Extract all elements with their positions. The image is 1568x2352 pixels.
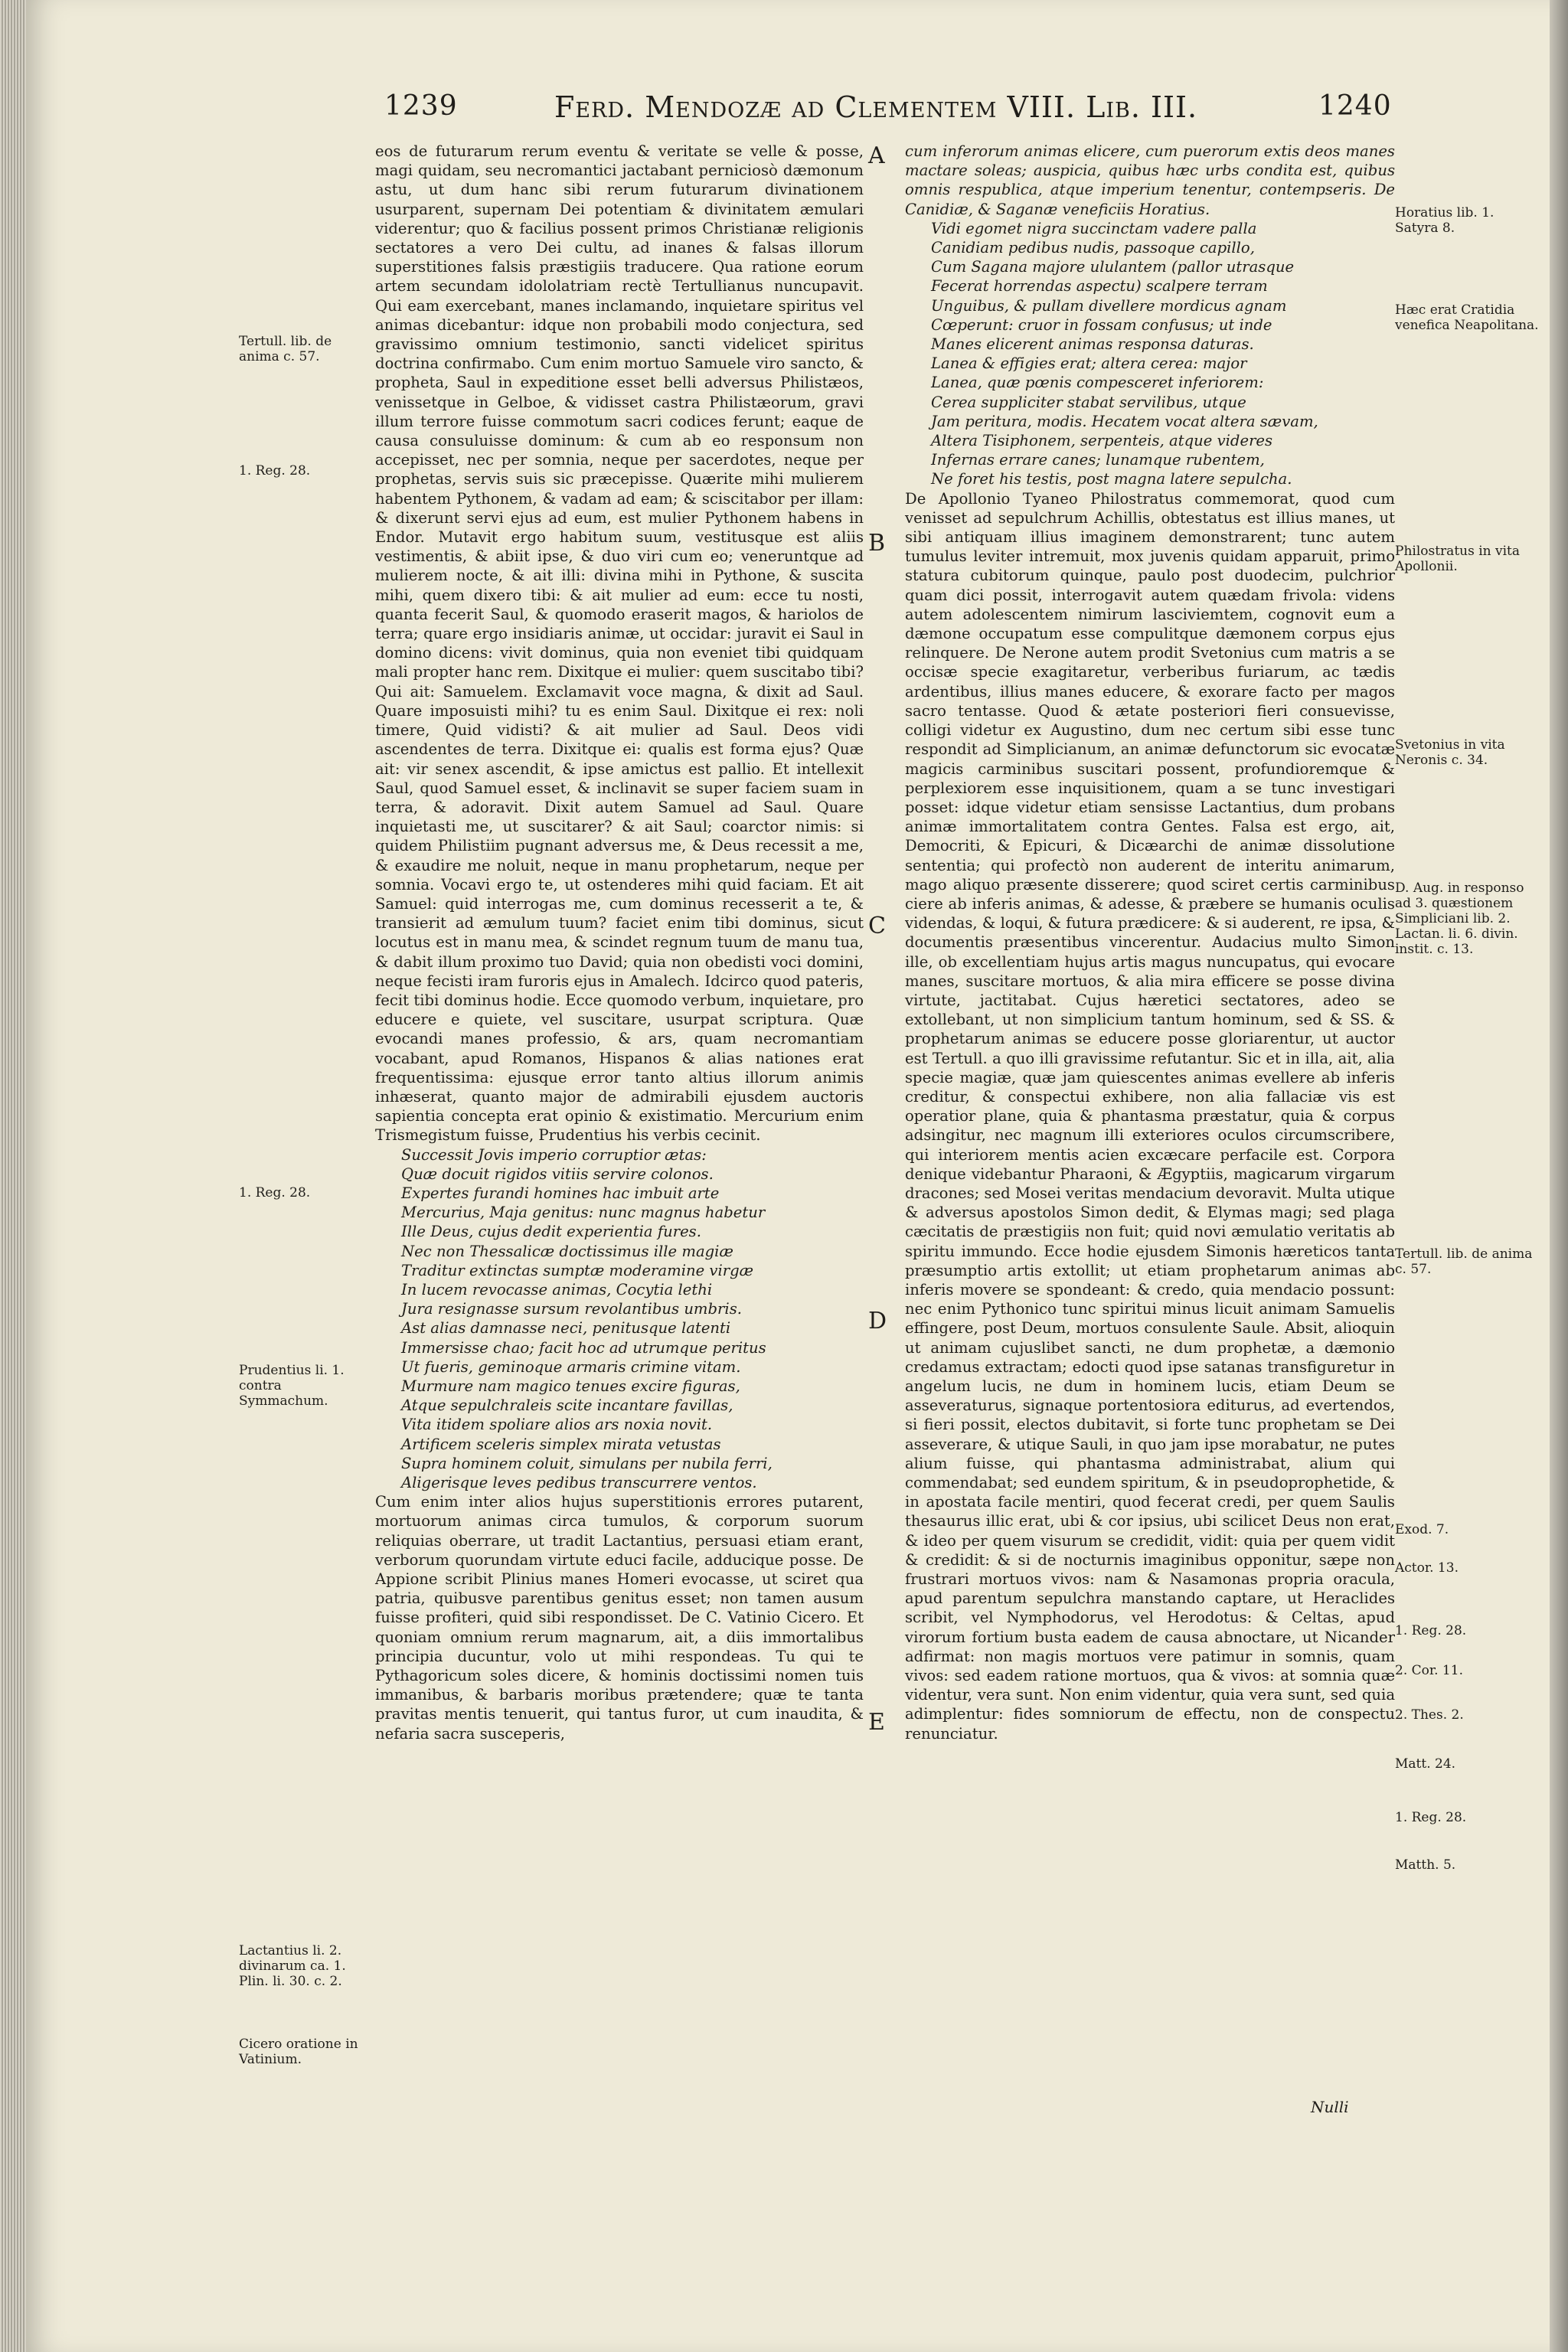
- verse-line: Murmure nam magico tenues excire figuras,: [401, 1377, 740, 1395]
- margin-note-right: 1. Reg. 28.: [1395, 1810, 1467, 1825]
- verse-line: Aligerisque leves pedibus transcurrere ventos.: [401, 1474, 757, 1492]
- prudentius-verse: [401, 1145, 864, 1493]
- verse-line: Cum Sagana majore ululantem (pallor utrasque: [931, 258, 1295, 276]
- margin-note-right: 2. Cor. 11.: [1395, 1663, 1463, 1678]
- margin-note-left: 1. Reg. 28.: [239, 463, 311, 479]
- verse-line: Ille Deus, cujus dedit experientia fures.: [401, 1223, 701, 1241]
- right-intro-paragraph: cum inferorum animas elicere, cum puerorum extis deos manes mactare soleas; auspicia, quibus hæc urbs condita est, quibus omnis respublica, atque imperium tenentur, contempseris. De Canidiæ, & Saganæ veneficiis Horatius.: [905, 142, 1395, 218]
- verse-line: Lanea, quæ pœnis compesceret inferiorem:: [931, 374, 1264, 392]
- catchword: Nulli: [1311, 2098, 1349, 2116]
- verse-line: Quæ docuit rigidos vitiis servire colonos.: [401, 1165, 714, 1183]
- page-number-left: 1239: [384, 90, 458, 122]
- running-title: Ferd. Mendozæ ad Clementem VIII. Lib. III.: [554, 90, 1198, 124]
- verse-line: Cerea suppliciter stabat servilibus, utque: [931, 393, 1246, 411]
- page-edge: [1550, 0, 1568, 2352]
- margin-note-right: Philostratus in vita Apollonii.: [1395, 544, 1521, 574]
- verse-line: Traditur extinctas sumptæ moderamine virgæ: [401, 1261, 754, 1279]
- verse-line: Canidiam pedibus nudis, passoque capillo,: [931, 239, 1255, 257]
- left-column: [375, 142, 864, 1743]
- verse-line: Successit Jovis imperio corruptior ætas:: [401, 1145, 707, 1164]
- margin-note-right: Actor. 13.: [1395, 1560, 1459, 1576]
- section-letter: C: [868, 913, 886, 939]
- right-main-paragraph: De Apollonio Tyaneo Philostratus commemorat, quod cum venisset ad sepulchrum Achillis, obtestatus est illius manes, ut sibi antiquam illius imaginem demonstrarent; tunc autem tumulus leviter intremuit, mox juvenis quidam apparuit, primo statura cubitorum quinque, paulo post duodecim, pulchrior quam dici possit, interrogavit autem quædam frivola: videns autem adolescentem nimirum lasciviemtem, cognovit eum a dæmone occupatum esse compulitque dæmonem corpus ejus relinquere. De Nerone autem prodit Svetonius cum matris a se occisæ specie exagitaretur, verberibus furiarum, ac tædis ardentibus, illius manes educere, & exorare facto per magos sacro tentasse. Quod & ætate posteriori fieri consuevisse, colligi videtur ex Augustino, dum nec certum sibi esse tunc respondit ad Simplicianum, an animæ defunctorum sic evocatæ magicis carminibus suscitari possent, profundioremque & perplexiorem esse inquisitionem, quam a se tunc investigari posset: idque videtur etiam sensisse Lactantius, dum probans animæ immortalitatem contra Gentes. Falsa est ergo, ait, Democriti, & Epicuri, & Dicæarchi de animæ dissolutione sententia; qui profectò non auderent de interitu animarum, mago aliquo præsente disserere; quod sciret certis carminibus ciere ab inferis animas, & adesse, & præbere se humanis oculis videndas, & loqui, & futura prædicere: & si auderent, re ipsa, & documentis præsentibus vincerentur. Audacius multo Simon ille, ob excellentiam hujus artis magus nuncupatus, qui evocare manes, suscitare mortuos, & alia mira efficere se posse divina virtute, jactitabat. Cujus hæretici sectatores, adeo se extollebant, ut non simplicium tantum hominum, sed & SS. & prophetarum animas se educere posse gloriarentur, ut auctor est Tertull. a quo illi gravissime refutantur. Sic et in illa, ait, alia specie magiæ, quæ jam quiescentes animas evellere ab inferis creditur, & conspectui exhibere, non alia fallaciæ vis est operatior plane, quia & phantasma præstatur, quia & corpus adsingitur, nec magnum illi exteriores oculos circumscribere, qui interiorem mentis acien excæcare perfacile est. Corpora denique videbantur Pharaoni, & Ægyptiis, magicarum virgarum dracones; sed Mosei veritas mendacium devoravit. Multa utique & adversus apostolos Simon dedit, & Elymas magi; sed plaga cæcitatis de præstigiis non fuit; quid novi æmulatio veritatis ab spiritu immundo. Ecce hodie ejusdem Simonis hæreticos tanta præsumptio artis extollit; ut etiam prophetarum animas ab inferis movere se spondeant: & credo, quia mendacio possunt: nec enim Pythonico tunc spiritui minus licuit animam Samuelis effingere, post Deum, mortuos consulente Saule. Absit, alioquin ut animam cujuslibet sancti, ne dum prophetæ, a dæmonio credamus extractam; edocti quod ipse satanas transfiguretur in angelum lucis, ne dum in hominem lucis, etiam Deum se asseveraturus, signaque portentosiora editurus, ad evertendos, si fieri possit, electos dubitavit, si forte tunc prophetam se Dei asseverare, & utique Sauli, in quo jam ipse morabatur, ne putes alium fuisse, qui phantasma administrabat, alium qui commendabat; sed eundem spiritum, & in pseudoprophetide, & in apostata facile mentiri, quod fecerat credi, per quem Saulis thesaurus illic erat, ubi & cor ipsius, ubi scilicet Deus non erat, & ideo per quem visurum se credidit, vidit: quia per quem vidit & credidit: & si de nocturnis imaginibus opponitur, sæpe non frustrari mortuos vivos: nam & Nasamonas propria oracula, apud parentum sepulchra manstando captare, ut Heraclides scribit, vel Nymphodorus, vel Herodotus: & Celtas, apud virorum fortium busta eadem de causa abnoctare, ut Nicander adfirmat: non magis mortuos vere patimur in somnis, quam vivos: sed eadem ratione mortuos, qua & vivos: at somnia quæ videntur, vera sunt. Non enim videntur, quia vera sunt, sed quia adimplentur: fides somniorum de effectu, non de conspectu renunciatur.: [905, 489, 1395, 1743]
- margin-note-right: 1. Reg. 28.: [1395, 1623, 1467, 1638]
- margin-note-left: 1. Reg. 28.: [239, 1185, 311, 1200]
- section-letter: D: [868, 1308, 887, 1334]
- margin-note-right: Hæc erat Cratidia venefica Neapolitana.: [1395, 302, 1539, 333]
- verse-line: Fecerat horrendas aspectu) scalpere terram: [931, 277, 1268, 296]
- section-letter: E: [868, 1709, 885, 1736]
- margin-note-right: Matth. 5.: [1395, 1857, 1456, 1873]
- margin-note-right: Exod. 7.: [1395, 1522, 1449, 1537]
- binding-gutter: [0, 0, 26, 2352]
- margin-note-right: Matt. 24.: [1395, 1756, 1456, 1772]
- margin-note-right: D. Aug. in responso ad 3. quæstionem Simpliciani lib. 2. Lactan. li. 6. divin. instit. c. 13.: [1395, 880, 1524, 957]
- verse-line: Ut fueris, geminoque armaris crimine vitam.: [401, 1357, 741, 1376]
- margin-note-right: Tertull. lib. de anima c. 57.: [1395, 1246, 1533, 1277]
- verse-line: Atque sepulchraleis scite incantare favillas,: [401, 1396, 733, 1415]
- verse-line: Manes elicerent animas responsa daturas.: [931, 335, 1254, 354]
- left-outro-paragraph: Cum enim inter alios hujus superstitionis errores putarent, mortuorum animas circa tumulos, & corporum suorum reliquias oberrare, ut tradit Lactantius, persuasi etiam erant, verborum quorundam virtute educi facile, adducique posse. De Appione scribit Plinius manes Homeri evocasse, ut sciret qua patria, quibusve parentibus genitus esset; non tamen ausum fuisse profiteri, quid sibi respondisset. De C. Vatinio Cicero. Et quoniam omnium rerum magnarum, ait, a diis immortalibus principia ducuntur, volo ut mihi respondeas. Tu qui te Pythagoricum soles dicere, & hominis doctissimi nomen tuis immanibus, & barbaris moribus prætendere; quæ te tanta pravitas mentis tenuerit, qui tantus furor, ut cum inaudita, & nefaria sacra susceperis,: [375, 1493, 864, 1743]
- margin-note-left: Tertull. lib. de anima c. 57.: [239, 334, 332, 364]
- verse-line: Jura resignasse sursum revolantibus umbris.: [401, 1300, 742, 1318]
- verse-line: In lucem revocasse animas, Cocytia lethi: [401, 1280, 713, 1298]
- verse-line: Lanea & effigies erat; altera cerea: major: [931, 354, 1247, 373]
- verse-line: Vita itidem spoliare alios ars noxia novit.: [401, 1416, 713, 1434]
- horace-verse: [931, 219, 1395, 489]
- verse-line: Immersisse chao; facit hoc ad utrumque peritus: [401, 1338, 766, 1357]
- verse-line: Supra hominem coluit, simulans per nubila ferri,: [401, 1454, 773, 1472]
- margin-note-left: Prudentius li. 1. contra Symmachum.: [239, 1363, 345, 1409]
- margin-note-right: Horatius lib. 1. Satyra 8.: [1395, 205, 1494, 236]
- margin-note-left: Cicero oratione in Vatinium.: [239, 2037, 358, 2067]
- verse-line: Infernas errare canes; lunamque rubentem,: [931, 451, 1265, 469]
- verse-line: Altera Tisiphonem, serpenteis, atque videres: [931, 432, 1273, 450]
- verse-line: Ast alias damnasse neci, penitusque latenti: [401, 1319, 731, 1338]
- verse-line: Vidi egomet nigra succinctam vadere palla: [931, 219, 1257, 237]
- verse-line: Mercurius, Maja genitus: nunc magnus habetur: [401, 1204, 766, 1222]
- verse-line: Unguibus, & pullam divellere mordicus agnam: [931, 296, 1287, 315]
- verse-line: Jam peritura, modis. Hecatem vocat altera sævam,: [931, 412, 1318, 430]
- verse-line: Cœperunt: cruor in fossam confusus; ut inde: [931, 315, 1272, 334]
- right-column: [905, 142, 1395, 1743]
- verse-line: Expertes furandi homines hac imbuit arte: [401, 1184, 720, 1202]
- verse-line: Ne foret his testis, post magna latere sepulcha.: [931, 470, 1292, 488]
- page-number-right: 1240: [1318, 90, 1392, 122]
- margin-note-left: Lactantius li. 2. divinarum ca. 1. Plin. li. 30. c. 2.: [239, 1943, 346, 1989]
- margin-note-right: 2. Thes. 2.: [1395, 1707, 1464, 1723]
- verse-line: Artificem sceleris simplex mirata vetustas: [401, 1435, 721, 1453]
- left-intro-paragraph: eos de futurarum rerum eventu & veritate se velle & posse, magi quidam, seu necromantici jactabant perniciosò dæmonum astu, ut dum hanc sibi rerum futurarum divinationem usurparent, supernam Dei potentiam & divinitatem æmulari viderentur; quo & facilius possent primos Christianæ religionis sectatores a vero Dei cultu, ad inanes & falsas illorum superstitiones falsis præstigiis traducere. Qua ratione eorum artem secundam idololatriam rectè Tertullianus nuncupavit. Qui eam exercebant, manes inclamando, inquietare spiritus vel animas dicebantur: idque non probabili modo conjectura, sed gravissimo omnium testimonio, sancti videlicet spiritus doctrina confirmabo. Cum enim mortuo Samuele viro sancto, & propheta, Saul in expeditione esset belli adversus Philistæos, venissetque in Gelboe, & vidisset castra Philistæorum, gravi illum terrore fuisse commotum sacri codices ferunt; eaque de causa consuluisse dominum: & cum ab eo responsum non accepisset, nec per somnia, neque per sacerdotes, neque per prophetas, servis suis sic præcepisse. Quærite mihi mulierem habentem Pythonem, & vadam ad eam; & sciscitabor per illam: & dixerunt servi ejus ad eum, est mulier Pythonem habens in Endor. Mutavit ergo habitum suum, vestitusque est aliis vestimentis, & abiit ipse, & duo viri cum eo; veneruntque ad mulierem nocte, & ait illi: divina mihi in Pythone, & suscita mihi, quem dixero tibi: & ait mulier ad eum: ecce tu nosti, quanta fecerit Saul, & quomodo eraserit magos, & hariolos de terra; quare ergo insidiaris animæ, ut occidar: juravit ei Saul in domino dicens: vivit dominus, quia non eveniet tibi quidquam mali propter hanc rem. Dixitque ei mulier: quem suscitabo tibi? Qui ait: Samuelem. Exclamavit voce magna, & dixit ad Saul. Quare imposuisti mihi? tu es enim Saul. Dixitque ei rex: noli timere, Quid vidisti? & ait mulier ad Saul. Deos vidi ascendentes de terra. Dixitque ei: qualis est forma ejus? Quæ ait: vir senex ascendit, & ipse amictus est pallio. Et intellexit Saul, quod Samuel esset, & inclinavit se super faciem suam in terra, & adoravit. Dixit autem Samuel ad Saul. Quare inquietasti me, ut suscitarer? & ait Saul; coarctor nimis: si quidem Philistiim pugnant adversus me, & Deus recessit a me, & exaudire me noluit, neque in manu prophetarum, neque per somnia. Vocavi ergo te, ut ostenderes mihi quid faciam. Et ait Samuel: quid interrogas me, cum dominus recesserit a te, & transierit ad æmulum tuum? faciet enim tibi dominus, sicut locutus est in manu mea, & scindet regnum tuum de manu tua, & dabit illum proximo tuo David; quia non obedisti voci domini, neque fecisti iram furoris ejus in Amalech. Idcirco quod pateris, fecit tibi dominus hodie. Ecce quomodo verbum, inquietare, pro educere e quiete, vel suscitare, usurpat scriptura. Quæ evocandi manes professio, & ars, quam necromantiam vocabant, apud Romanos, Hispanos & alias nationes erat frequentissima: ejusque error tanto altius illorum animis inhæserat, quanto major de admirabili ejusdem auctoris sapientia concepta erat opinio & existimatio. Mercurium enim Trismegistum fuisse, Prudentius his verbis cecinit.: [375, 142, 864, 1145]
- section-letter: A: [868, 142, 885, 169]
- verse-line: Nec non Thessalicæ doctissimus ille magiæ: [401, 1242, 733, 1260]
- margin-note-right: Svetonius in vita Neronis c. 34.: [1395, 737, 1505, 768]
- section-letter: B: [868, 530, 886, 557]
